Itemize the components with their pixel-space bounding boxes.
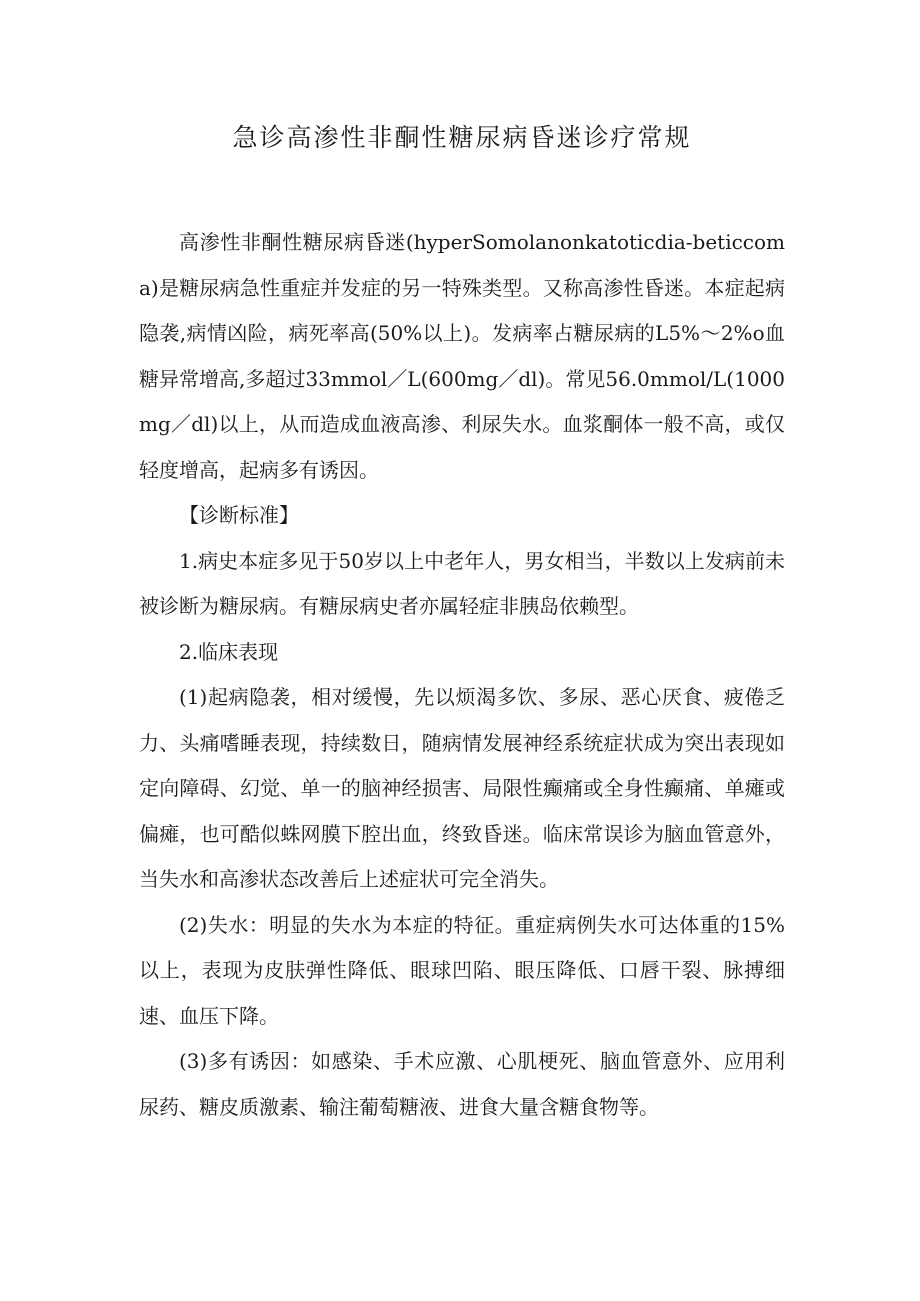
section-heading-diagnosis: 【诊断标准】 [179, 503, 299, 527]
sub-item-dehydration: (2)失水：明显的失水为本症的特征。重症病例失水可达体重的15%以上，表现为皮肤弹性降低、眼球凹陷、眼压降低、口唇干裂、脉搏细速、血压下降。 [139, 912, 785, 1028]
sub-item-onset: (1)起病隐袭，相对缓慢，先以烦渴多饮、多尿、恶心厌食、疲倦乏力、头痛嗜睡表现，持续数日，随病情发展神经系统症状成为突出表现如定向障碍、幻觉、单一的脑神经损害、局限性癫痛或全身性癫痛、单瘫或偏瘫，也可酷似蛛网膜下腔出血，终致昏迷。临床常误诊为脑血管意外，当失水和高渗状态改善后上述症状可完全消失。 [139, 685, 785, 891]
intro-paragraph: 高渗性非酮性糖尿病昏迷(hyperSomolanonkatoticdia-beticcoma)是糖尿病急性重症并发症的另一特殊类型。又称高渗性昏迷。本症起病隐袭,病情凶险，病死率高(50%以上)。发病率占糖尿病的L5%～2%o血糖异常增高,多超过33mmol／L(600mg／dl)。常见56.0mmol/L(1000mg／dl)以上，从而造成血液高渗、利尿失水。血浆酮体一般不高，或仅轻度增高，起病多有诱因。 [139, 230, 785, 482]
item-clinical-heading: 2.临床表现 [179, 639, 279, 664]
item-history: 1.病史本症多见于50岁以上中老年人，男女相当，半数以上发病前未被诊断为糖尿病。有糖尿病史者亦属轻症非胰岛依赖型。 [139, 548, 785, 618]
sub-item-triggers: (3)多有诱因：如感染、手术应激、心肌梗死、脑血管意外、应用利尿药、糖皮质激素、输注葡萄糖液、进食大量含糖食物等。 [139, 1049, 785, 1119]
document-title: 急诊高渗性非酮性糖尿病昏迷诊疗常规 [232, 123, 692, 152]
